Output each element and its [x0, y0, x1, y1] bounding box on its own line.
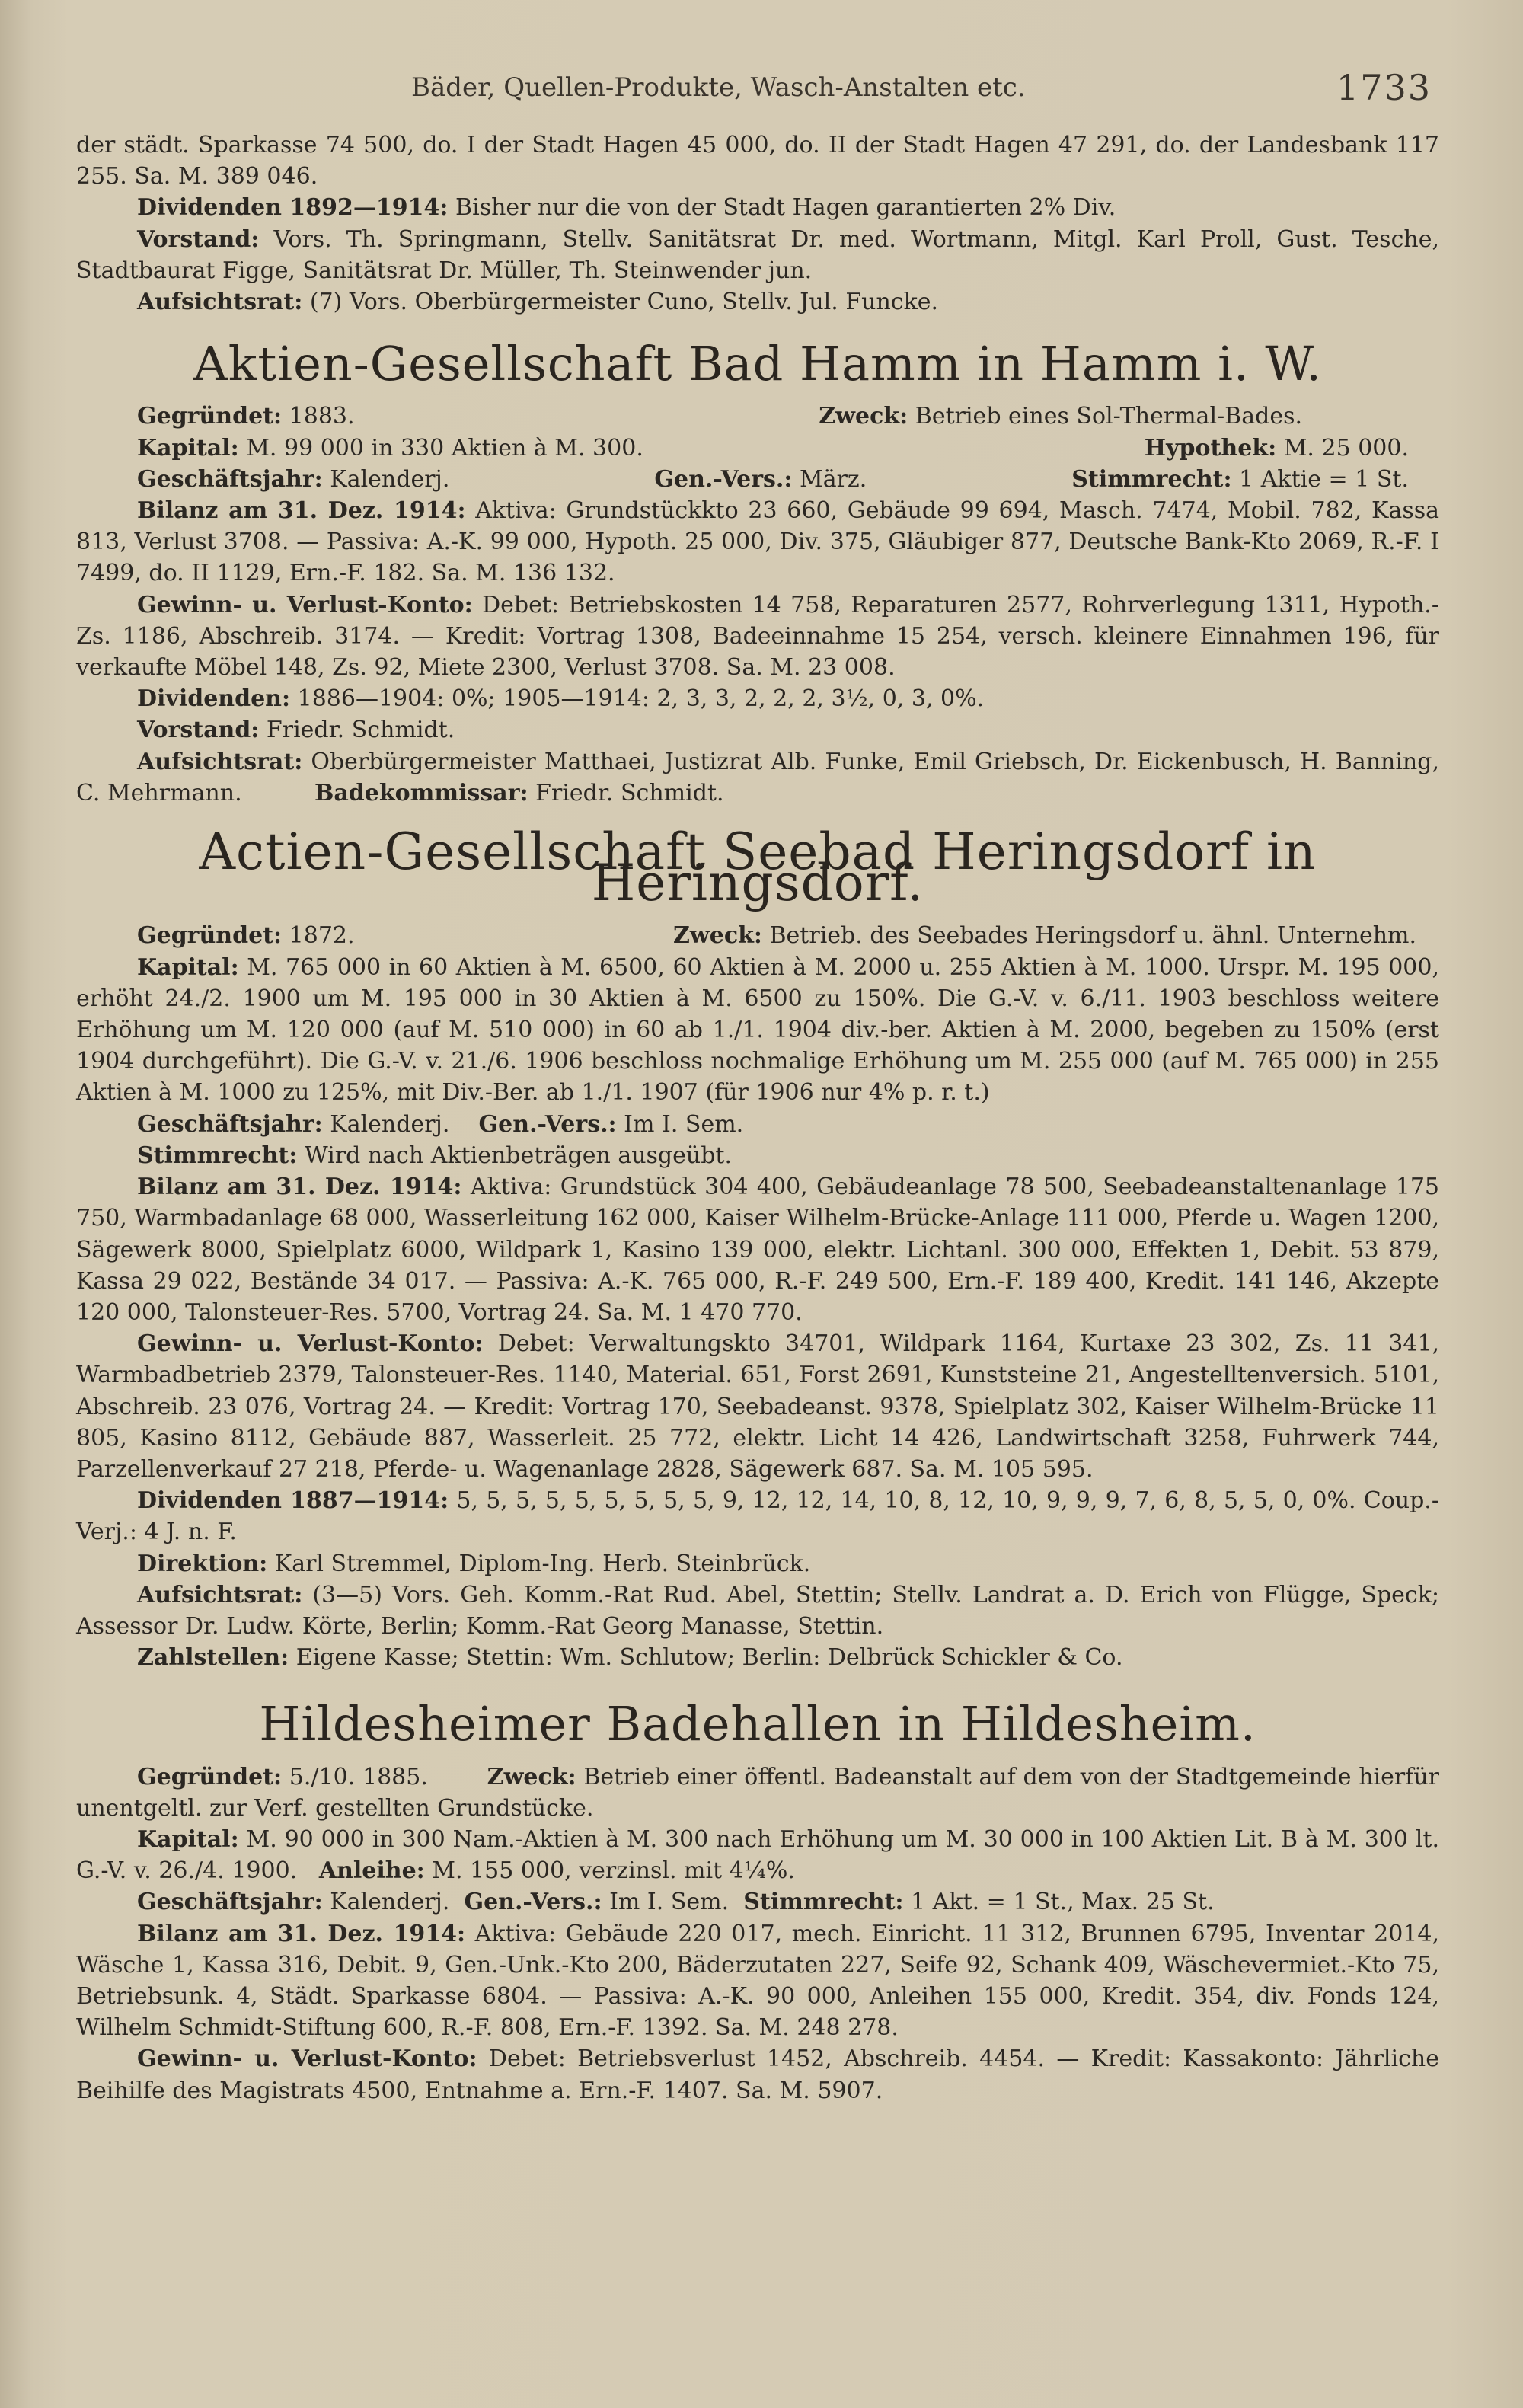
text: Debet: Betriebsverlust 1452, Abschreib. 4454. — Kredit: Kassakonto: Jährliche Beihilfe des Magistrats 4500, Entnahme a. Ern.-F. 1407. Sa. M. 5907.	[76, 2046, 1439, 2104]
hildesheim-gj	[76, 1886, 1439, 1918]
label: Badekommissar:	[314, 779, 528, 806]
label: Dividenden 1892—1914:	[137, 194, 449, 222]
hamm-aufsichtsrat	[76, 746, 1439, 809]
hypothek	[1145, 433, 1409, 464]
text: M. 99 000 in 330 Aktien à M. 300.	[238, 434, 643, 461]
heringsdorf-gj	[76, 1109, 1439, 1140]
label: Zweck:	[819, 403, 908, 430]
label: Gegründet:	[137, 403, 283, 430]
hildesheim-gegruendet	[76, 1761, 1439, 1824]
hamm-kapital-row	[76, 433, 1439, 464]
text: Eigene Kasse; Stettin: Wm. Schlutow; Berlin: Delbrück Schickler & Co.	[289, 1644, 1123, 1672]
section-title-heringsdorf: Actien-Gesellschaft Seebad Heringsdorf in Heringsdorf.	[199, 822, 1317, 913]
text: (7) Vors. Oberbürgermeister Cuno, Stellv. Jul. Funcke.	[302, 289, 939, 316]
label: Vorstand:	[137, 225, 260, 253]
prev-vorstand	[76, 224, 1439, 286]
label: Bilanz am 31. Dez. 1914:	[137, 1174, 462, 1201]
prev-paragraph: der städt. Sparkasse 74 500, do. I der Stadt Hagen 45 000, do. II der Stadt Hagen 47 291, do. der Landesbank 117 255. Sa. M. 389 046.	[76, 132, 1439, 190]
text: Betrieb einer öffentl. Badeanstalt auf dem von der Stadtgemeinde hierfür unentgeltl. zur Verf. gestellten Grundstücke.	[76, 1763, 1439, 1822]
heringsdorf-direktion	[76, 1548, 1439, 1579]
text: 5./10. 1885.	[282, 1763, 428, 1790]
label: Anleihe:	[318, 1857, 425, 1885]
text: 1 Akt. = 1 St., Max. 25 St.	[903, 1889, 1215, 1916]
label: Geschäftsjahr:	[137, 465, 323, 493]
text: Aktiva: Gebäude 220 017, mech. Einricht. 11 312, Brunnen 6795, Inventar 2014, Wäsche 1, Kassa 316, Debit. 9, Gen.-Unk.-Kto 200, Bäderzutaten 227, Seife 92, Schank 409, Wäschevermiet.-Kto 75, Betriebsunk. 4, Städt. Sparkasse 6804. — Passiva: A.-K. 90 000, Anleihen 155 000, Kredit. 354, div. Fonds 124, Wilhelm Schmidt-Stiftung 600, R.-F. 808, Ern.-F. 1392. Sa. M. 248 278.	[76, 1920, 1439, 2042]
text: M. 25 000.	[1276, 434, 1409, 461]
hildesheim-guv	[76, 2043, 1439, 2106]
heringsdorf-guv	[76, 1328, 1439, 1485]
prev-aufsichtsrat	[76, 286, 1439, 318]
hamm-bilanz	[76, 495, 1439, 589]
text: M. 90 000 in 300 Nam.-Aktien à M. 300 nach Erhöhung um M. 30 000 in 100 Aktien Lit. B à M. 300 lt. G.-V. v. 26./4. 1900.	[76, 1825, 1439, 1885]
running-header	[411, 61, 1432, 114]
text: Wird nach Aktienbeträgen ausgeübt.	[297, 1142, 733, 1169]
label: Aufsichtsrat:	[137, 1581, 303, 1608]
label: Gewinn- u. Verlust-Konto:	[137, 2046, 477, 2073]
heringsdorf-kapital	[76, 952, 1439, 1109]
text: Oberbürgermeister Matthaei, Justizrat Alb. Funke, Emil Griebsch, Dr. Eickenbusch, H. Banning, C. Mehrmann.	[76, 748, 1439, 806]
label: Geschäftsjahr:	[137, 1889, 323, 1916]
text: (3—5) Vors. Geh. Komm.-Rat Rud. Abel, Stettin; Stellv. Landrat a. D. Erich von Flügge, Speck; Assessor Dr. Ludw. Körte, Berlin; Komm.-Rat Georg Manasse, Stettin.	[76, 1581, 1439, 1640]
label: Dividenden:	[137, 685, 291, 713]
text: Im I. Sem.	[616, 1110, 744, 1138]
text: M. 765 000 in 60 Aktien à M. 6500, 60 Aktien à M. 2000 u. 255 Aktien à M. 1000. Urspr. M. 195 000, erhöht 24./2. 1900 um M. 195 000 in 30 Aktien à M. 6500 zu 150%. Die G.-V. v. 6./11. 1903 beschloss weitere Erhöhung um M. 120 000 (auf M. 510 000) in 60 ab 1./1. 1904 div.-ber. Aktien à M. 2000, begeben zu 150% (erst 1904 durchgeführt). Die G.-V. v. 21./6. 1906 beschloss nochmalige Erhöhung um M. 255 000 (auf M. 765 000) in 255 Aktien à M. 1000 zu 125%, mit Div.-Ber. ab 1./1. 1907 (für 1906 nur 4% p. r. t.)	[76, 953, 1439, 1107]
text: Im I. Sem.	[602, 1889, 730, 1916]
text: Debet: Verwaltungskto 34701, Wildpark 1164, Kurtaxe 23 302, Zs. 11 341, Warmbadbetrieb 2379, Talonsteuer-Res. 1140, Material. 651, Forst 2691, Kunststeine 21, Angestelltenversich. 5101, Abschreib. 23 076, Vortrag 24. — Kredit: Vortrag 170, Seebadeanst. 9378, Spielplatz 302, Kaiser Wilhelm-Brücke 11 805, Kasino 8112, Gebäude 887, Wasserleit. 25 772, elektr. Licht 14 426, Landwirtschaft 3258, Fuhrwerk 744, Parzellenverkauf 27 218, Pferde- u. Wagenanlage 2828, Sägewerk 687. Sa. M. 105 595.	[76, 1330, 1439, 1483]
zweck	[673, 920, 1416, 951]
text: Debet: Betriebskosten 14 758, Reparaturen 2577, Rohrverlegung 1311, Hypoth.-Zs. 1186, Abschreib. 3174. — Kredit: Vortrag 1308, Badeeinnahme 15 254, versch. kleinere Einnahmen 196, für verkaufte Möbel 148, Zs. 92, Miete 2300, Verlust 3708. Sa. M. 23 008.	[76, 591, 1439, 682]
heringsdorf-stimmrecht	[76, 1140, 1439, 1171]
label: Gen.-Vers.:	[478, 1110, 617, 1138]
label: Stimmrecht:	[1071, 465, 1232, 493]
heringsdorf-zahlstellen	[76, 1642, 1439, 1673]
label: Gewinn- u. Verlust-Konto:	[137, 1330, 484, 1358]
text: 1 Aktie = 1 St.	[1231, 465, 1409, 493]
text: 1883.	[282, 403, 355, 430]
label: Gegründet:	[137, 922, 283, 950]
kapital	[137, 433, 643, 464]
label: Geschäftsjahr:	[137, 1110, 323, 1138]
page-number: 1733	[1336, 67, 1432, 108]
text: Betrieb eines Sol-Thermal-Bades.	[908, 403, 1302, 430]
section-title-hamm: Aktien-Gesellschaft Bad Hamm in Hamm i. W.	[193, 336, 1322, 392]
zweck	[819, 401, 1302, 432]
text: Betrieb. des Seebades Heringsdorf u. ähnl. Unternehm.	[762, 922, 1416, 950]
label: Zweck:	[673, 922, 762, 950]
text: 5, 5, 5, 5, 5, 5, 5, 5, 5, 9, 12, 12, 14, 10, 8, 12, 10, 9, 9, 9, 7, 6, 8, 5, 5, 0, 0%. Coup.-Verj.: 4 J. n. F.	[76, 1487, 1439, 1546]
label: Zahlstellen:	[137, 1644, 289, 1672]
text: 1872.	[282, 922, 355, 950]
heringsdorf-dividenden	[76, 1485, 1439, 1547]
text: M. 155 000, verzinsl. mit 4¼%.	[424, 1857, 795, 1885]
hamm-vorstand	[76, 714, 1439, 746]
label: Vorstand:	[137, 717, 260, 744]
text: 1886—1904: 0%; 1905—1914: 2, 3, 3, 2, 2, 2, 3½, 0, 3, 0%.	[290, 685, 985, 713]
hamm-dividenden	[76, 683, 1439, 714]
header-title: Bäder, Quellen-Produkte, Wasch-Anstalten etc.	[411, 72, 1026, 103]
label: Gegründet:	[137, 1763, 283, 1790]
label: Gewinn- u. Verlust-Konto:	[137, 591, 473, 618]
text: März.	[792, 465, 867, 493]
gen-vers	[654, 464, 867, 495]
label: Dividenden 1887—1914:	[137, 1487, 449, 1515]
gegruendet	[137, 920, 355, 951]
text: Aktiva: Grundstückkto 23 660, Gebäude 99 694, Masch. 7474, Mobil. 782, Kassa 813, Verlust 3708. — Passiva: A.-K. 99 000, Hypoth. 25 000, Div. 375, Gläubiger 877, Deutsche Bank-Kto 2069, R.-F. I 7499, do. II 1129, Ern.-F. 182. Sa. M. 136 132.	[76, 497, 1439, 587]
prev-dividenden	[76, 192, 1439, 223]
heringsdorf-gegruendet-row	[76, 920, 1439, 951]
text: Bisher nur die von der Stadt Hagen garantierten 2% Div.	[448, 194, 1116, 222]
text: Kalenderj.	[322, 1110, 450, 1138]
page-content	[76, 129, 1439, 2106]
section-title-hildesheim: Hildesheimer Badehallen in Hildesheim.	[259, 1696, 1256, 1752]
label: Direktion:	[137, 1550, 268, 1577]
text: Friedr. Schmidt.	[528, 779, 724, 806]
hamm-gj-row	[76, 464, 1439, 495]
label: Gen.-Vers.:	[464, 1889, 602, 1916]
hamm-gegruendet-row	[76, 401, 1439, 432]
label: Kapital:	[137, 434, 239, 461]
label: Kapital:	[137, 953, 239, 981]
label: Bilanz am 31. Dez. 1914:	[137, 1920, 466, 1947]
label: Kapital:	[137, 1825, 239, 1853]
text: Karl Stremmel, Diplom-Ing. Herb. Steinbrück.	[267, 1550, 811, 1577]
label: Stimmrecht:	[137, 1142, 298, 1169]
text: Kalenderj.	[322, 1889, 450, 1916]
label: Bilanz am 31. Dez. 1914:	[137, 497, 466, 525]
text: Kalenderj.	[322, 465, 450, 493]
label: Aufsichtsrat:	[137, 289, 303, 316]
hildesheim-bilanz	[76, 1918, 1439, 2044]
text: Aktiva: Grundstück 304 400, Gebäudeanlage 78 500, Seebadeanstaltenanlage 175 750, Warmbadanlage 68 000, Wasserleitung 162 000, Kaiser Wilhelm-Brücke-Anlage 111 000, Pferde u. Wagen 1200, Sägewerk 8000, Spielplatz 6000, Wildpark 1, Kasino 139 000, elektr. Lichtanl. 300 000, Effekten 1, Debit. 53 879, Kassa 29 022, Bestände 34 017. — Passiva: A.-K. 765 000, R.-F. 249 500, Ern.-F. 189 400, Kredit. 141 146, Akzepte 120 000, Talonsteuer-Res. 5700, Vortrag 24. Sa. M. 1 470 770.	[76, 1174, 1439, 1326]
label: Zweck:	[487, 1763, 576, 1790]
hamm-guv	[76, 589, 1439, 684]
label: Gen.-Vers.:	[654, 465, 793, 493]
label: Hypothek:	[1144, 434, 1277, 461]
text: Friedr. Schmidt.	[259, 717, 455, 744]
stimmrecht	[1071, 464, 1409, 495]
text: Vors. Th. Springmann, Stellv. Sanitätsrat Dr. med. Wortmann, Mitgl. Karl Proll, Gust. Tesche, Stadtbaurat Figge, Sanitätsrat Dr. Müller, Th. Steinwender jun.	[76, 225, 1439, 284]
geschaeftsjahr	[137, 464, 449, 495]
gegruendet	[137, 401, 355, 432]
label: Stimmrecht:	[743, 1889, 904, 1916]
heringsdorf-aufsichtsrat	[76, 1579, 1439, 1642]
label: Aufsichtsrat:	[137, 748, 303, 775]
hildesheim-kapital	[76, 1824, 1439, 1886]
heringsdorf-bilanz	[76, 1171, 1439, 1328]
